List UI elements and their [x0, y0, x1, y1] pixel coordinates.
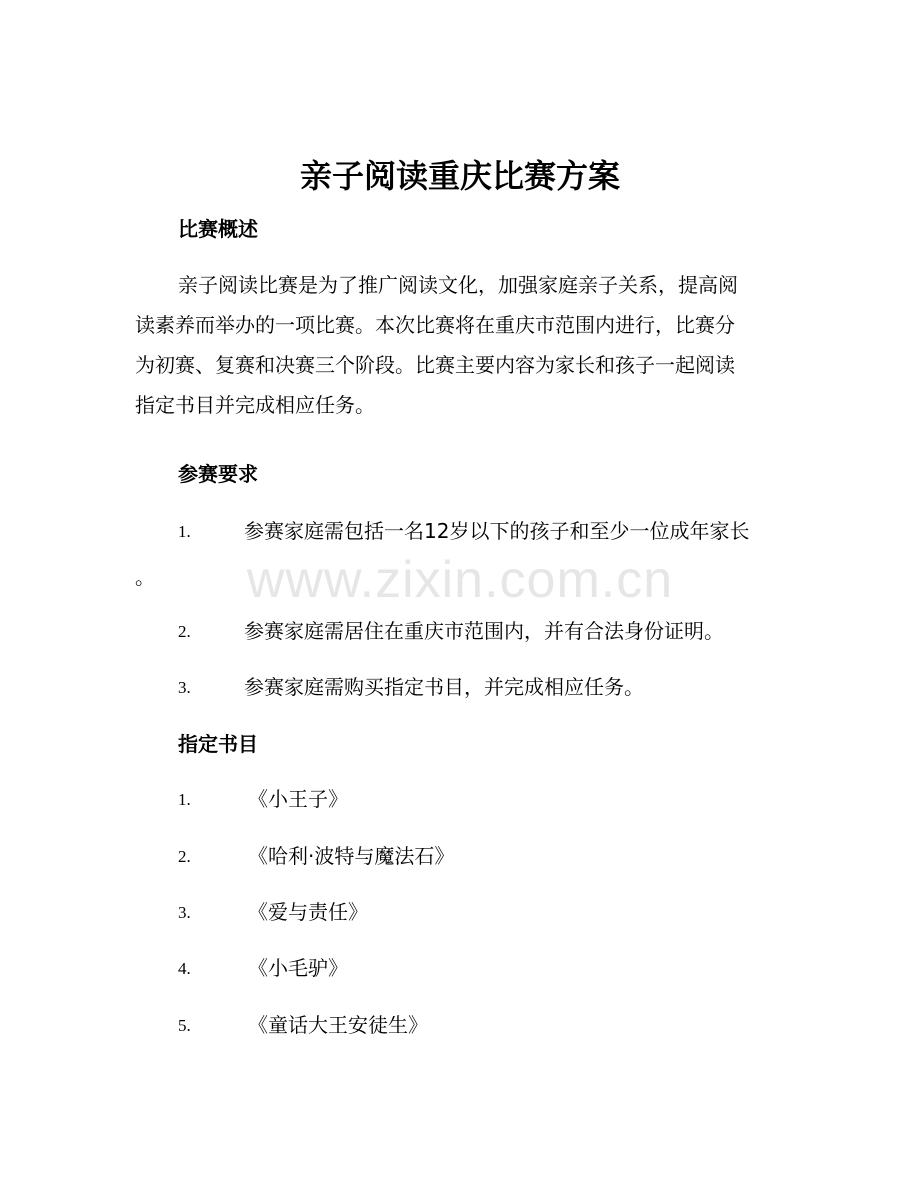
book-item: 《童话大王安徒生》 — [248, 1013, 428, 1037]
document-title: 亲子阅读重庆比赛方案 — [299, 157, 620, 195]
overview-paragraph — [135, 265, 775, 425]
list-number: 4. — [178, 959, 191, 978]
list-number: 5. — [178, 1016, 191, 1035]
list-number: 3. — [178, 678, 191, 697]
paragraph-line: 读素养而举办的一项比赛。本次比赛将在重庆市范围内进行，比赛分 — [135, 313, 735, 337]
list-number: 1. — [178, 522, 191, 541]
list-number: 2. — [178, 622, 191, 641]
section-heading-books: 指定书目 — [178, 732, 258, 756]
book-item: 《小王子》 — [248, 787, 348, 811]
requirement-item: 参赛家庭需包括一名12岁以下的孩子和至少一位成年家长 — [244, 519, 750, 543]
paragraph-line: 亲子阅读比赛是为了推广阅读文化，加强家庭亲子关系，提高阅 — [178, 273, 738, 297]
book-item: 《爱与责任》 — [248, 900, 368, 924]
book-item: 《哈利·波特与魔法石》 — [248, 844, 455, 868]
list-number: 2. — [178, 847, 191, 866]
paragraph-line: 指定书目并完成相应任务。 — [135, 393, 375, 417]
list-number: 1. — [178, 790, 191, 809]
book-item: 《小毛驴》 — [248, 956, 348, 980]
requirement-item-continuation: 。 — [135, 565, 155, 589]
section-heading-requirements: 参赛要求 — [178, 462, 258, 486]
requirement-item: 参赛家庭需居住在重庆市范围内，并有合法身份证明。 — [244, 619, 724, 643]
list-number: 3. — [178, 903, 191, 922]
watermark: www.zixin.com.cn — [246, 551, 674, 609]
section-heading-overview: 比赛概述 — [178, 217, 258, 241]
requirement-item: 参赛家庭需购买指定书目，并完成相应任务。 — [244, 675, 644, 699]
paragraph-line: 为初赛、复赛和决赛三个阶段。比赛主要内容为家长和孩子一起阅读 — [135, 353, 735, 377]
